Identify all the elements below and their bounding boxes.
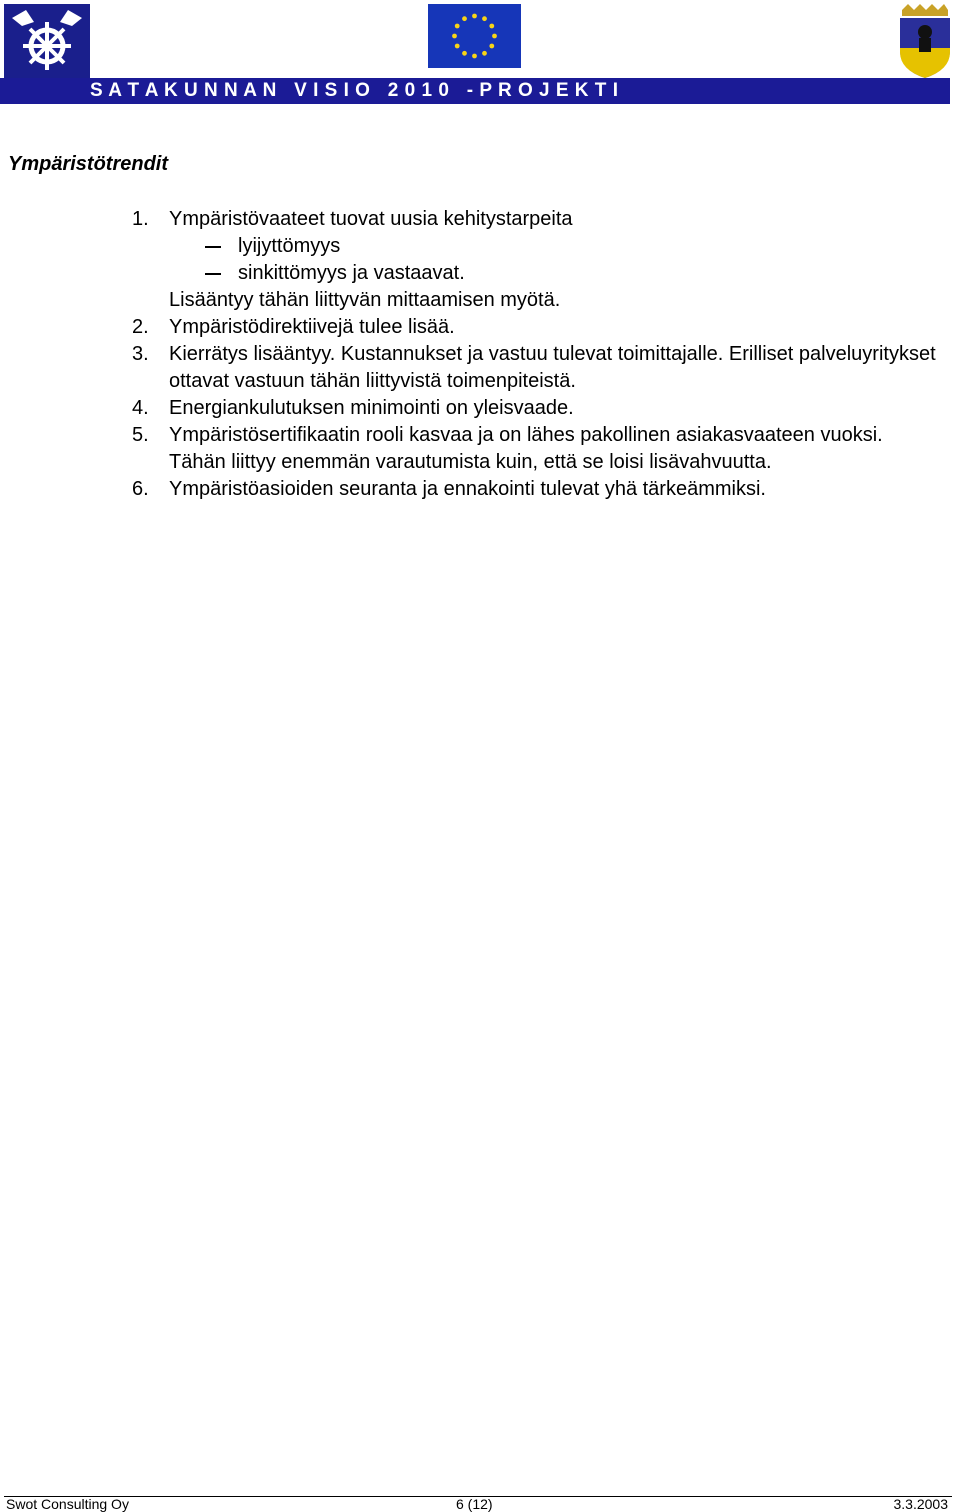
sub-list-item bbox=[132, 260, 942, 287]
trend-list bbox=[132, 206, 942, 503]
footer-page-number: 6 (12) bbox=[456, 1496, 493, 1512]
dash-bullet-icon bbox=[205, 246, 221, 248]
list-item bbox=[132, 422, 942, 476]
dash-bullet-icon bbox=[205, 273, 221, 275]
list-item bbox=[132, 206, 942, 233]
section-title: Ympäristötrendit bbox=[8, 153, 169, 175]
list-number: 6. bbox=[132, 478, 149, 500]
list-item-text: Lisääntyy tähän liittyvän mittaamisen myötä. bbox=[169, 289, 561, 311]
sub-item-text: sinkittömyys ja vastaavat. bbox=[238, 262, 465, 284]
sub-list-item bbox=[132, 233, 942, 260]
list-item bbox=[132, 395, 942, 422]
footer-company: Swot Consulting Oy bbox=[6, 1496, 129, 1512]
footer-date: 3.3.2003 bbox=[893, 1496, 948, 1512]
list-number: 3. bbox=[132, 343, 149, 365]
list-number: 1. bbox=[132, 208, 149, 230]
project-banner: S A T A K U N N A N V I S I O 2 0 1 0 - P R O J E K T I bbox=[0, 78, 950, 104]
list-number: 2. bbox=[132, 316, 149, 338]
list-item bbox=[132, 341, 942, 395]
satakunta-logo bbox=[4, 4, 90, 78]
list-item-text: Energiankulutuksen minimointi on yleisvaade. bbox=[169, 397, 574, 419]
list-item-text: Ympäristövaateet tuovat uusia kehitystarpeita bbox=[169, 208, 573, 230]
list-item bbox=[132, 314, 942, 341]
list-number: 4. bbox=[132, 397, 149, 419]
eu-flag-logo bbox=[428, 4, 521, 68]
coat-of-arms-logo bbox=[896, 4, 954, 78]
list-item-text: Kierrätys lisääntyy. Kustannukset ja vastuu tulevat toimittajalle. Erilliset palveluyritykset ottavat vastuun tähän liittyvistä toimenpiteistä. bbox=[169, 343, 936, 392]
list-item bbox=[132, 476, 942, 503]
list-item-text: Ympäristöasioiden seuranta ja ennakointi tulevat yhä tärkeämmiksi. bbox=[169, 478, 766, 500]
sub-item-text: lyijyttömyys bbox=[238, 235, 341, 257]
list-item-continuation bbox=[132, 287, 942, 314]
list-item-text: Ympäristösertifikaatin rooli kasvaa ja on lähes pakollinen asiakasvaateen vuoksi. Tähän liittyy enemmän varautumista kuin, että se loisi lisävahvuutta. bbox=[169, 424, 883, 473]
list-item-text: Ympäristödirektiivejä tulee lisää. bbox=[169, 316, 455, 338]
list-number: 5. bbox=[132, 424, 149, 446]
